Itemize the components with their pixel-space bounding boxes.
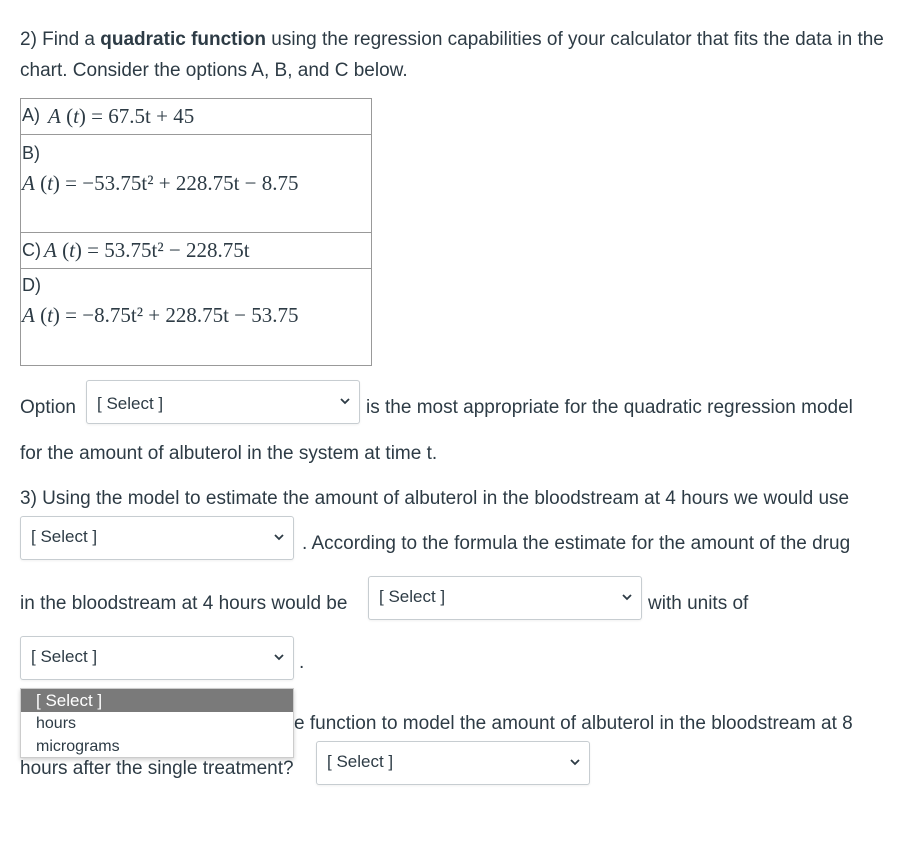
option-c-formula: A (t) = 53.75t² − 228.75t xyxy=(44,238,250,262)
option-d-label: D) xyxy=(22,275,41,295)
question-3-line3-after: with units of xyxy=(648,593,749,614)
estimate-select[interactable] xyxy=(368,576,642,620)
dropdown-option-hours[interactable]: hours xyxy=(36,715,77,732)
option-b-row xyxy=(21,134,371,232)
option-d-formula: A (t) = −8.75t² + 228.75t − 53.75 xyxy=(22,303,299,327)
option-c-row xyxy=(21,232,371,268)
chevron-down-icon xyxy=(621,591,633,603)
estimate-select-value: [ Select ] xyxy=(379,587,446,606)
chevron-down-icon xyxy=(273,531,285,543)
question-2-suffix: using the regression capabilities of your calculator that fits the data in the chart. Consider the options A, B, and C below. xyxy=(20,29,884,81)
use-select-value: [ Select ] xyxy=(31,527,98,546)
question-4-line2: hours after the single treatment? xyxy=(20,758,294,779)
options-table xyxy=(20,98,372,366)
eight-hours-select-value: [ Select ] xyxy=(327,752,394,771)
eight-hours-select[interactable] xyxy=(316,741,590,785)
option-after-text: is the most appropriate for the quadratic regression model xyxy=(366,397,853,418)
question-2-text xyxy=(20,24,900,86)
dropdown-option-select[interactable]: [ Select ] xyxy=(21,689,293,712)
option-a-row xyxy=(21,99,371,134)
option-d-row xyxy=(21,268,371,365)
chevron-down-icon xyxy=(339,395,351,407)
option-b-label: B) xyxy=(22,143,40,163)
question-3-after-select: . According to the formula the estimate for the amount of the drug xyxy=(302,533,851,554)
question-2-bold: quadratic function xyxy=(100,29,266,50)
use-select[interactable] xyxy=(20,516,294,560)
option-a-formula: A (t) = 67.5t + 45 xyxy=(48,104,195,128)
option-select[interactable] xyxy=(86,380,360,424)
question-2-prefix: 2) Find a xyxy=(20,29,101,50)
chevron-down-icon xyxy=(569,756,581,768)
option-c-label: C) xyxy=(22,240,41,260)
question-4-line1: e function to model the amount of albuterol in the bloodstream at 8 xyxy=(294,713,853,734)
question-3-line1: 3) Using the model to estimate the amount of albuterol in the bloodstream at 4 hours we would use xyxy=(20,488,850,509)
units-dropdown-list xyxy=(20,688,294,758)
dropdown-option-micrograms[interactable]: micrograms xyxy=(36,738,120,755)
option-select-value: [ Select ] xyxy=(97,394,164,413)
option-b-formula: A (t) = −53.75t² + 228.75t − 8.75 xyxy=(22,171,299,195)
units-select-value: [ Select ] xyxy=(31,647,98,666)
units-select[interactable] xyxy=(20,636,294,680)
option-line2-text: for the amount of albuterol in the system at time t. xyxy=(20,443,438,464)
option-a-label: A) xyxy=(22,105,40,125)
units-period: . xyxy=(299,652,305,673)
chevron-down-icon xyxy=(273,651,285,663)
option-before-text: Option xyxy=(20,397,76,418)
question-3-line3-before: in the bloodstream at 4 hours would be xyxy=(20,593,348,614)
